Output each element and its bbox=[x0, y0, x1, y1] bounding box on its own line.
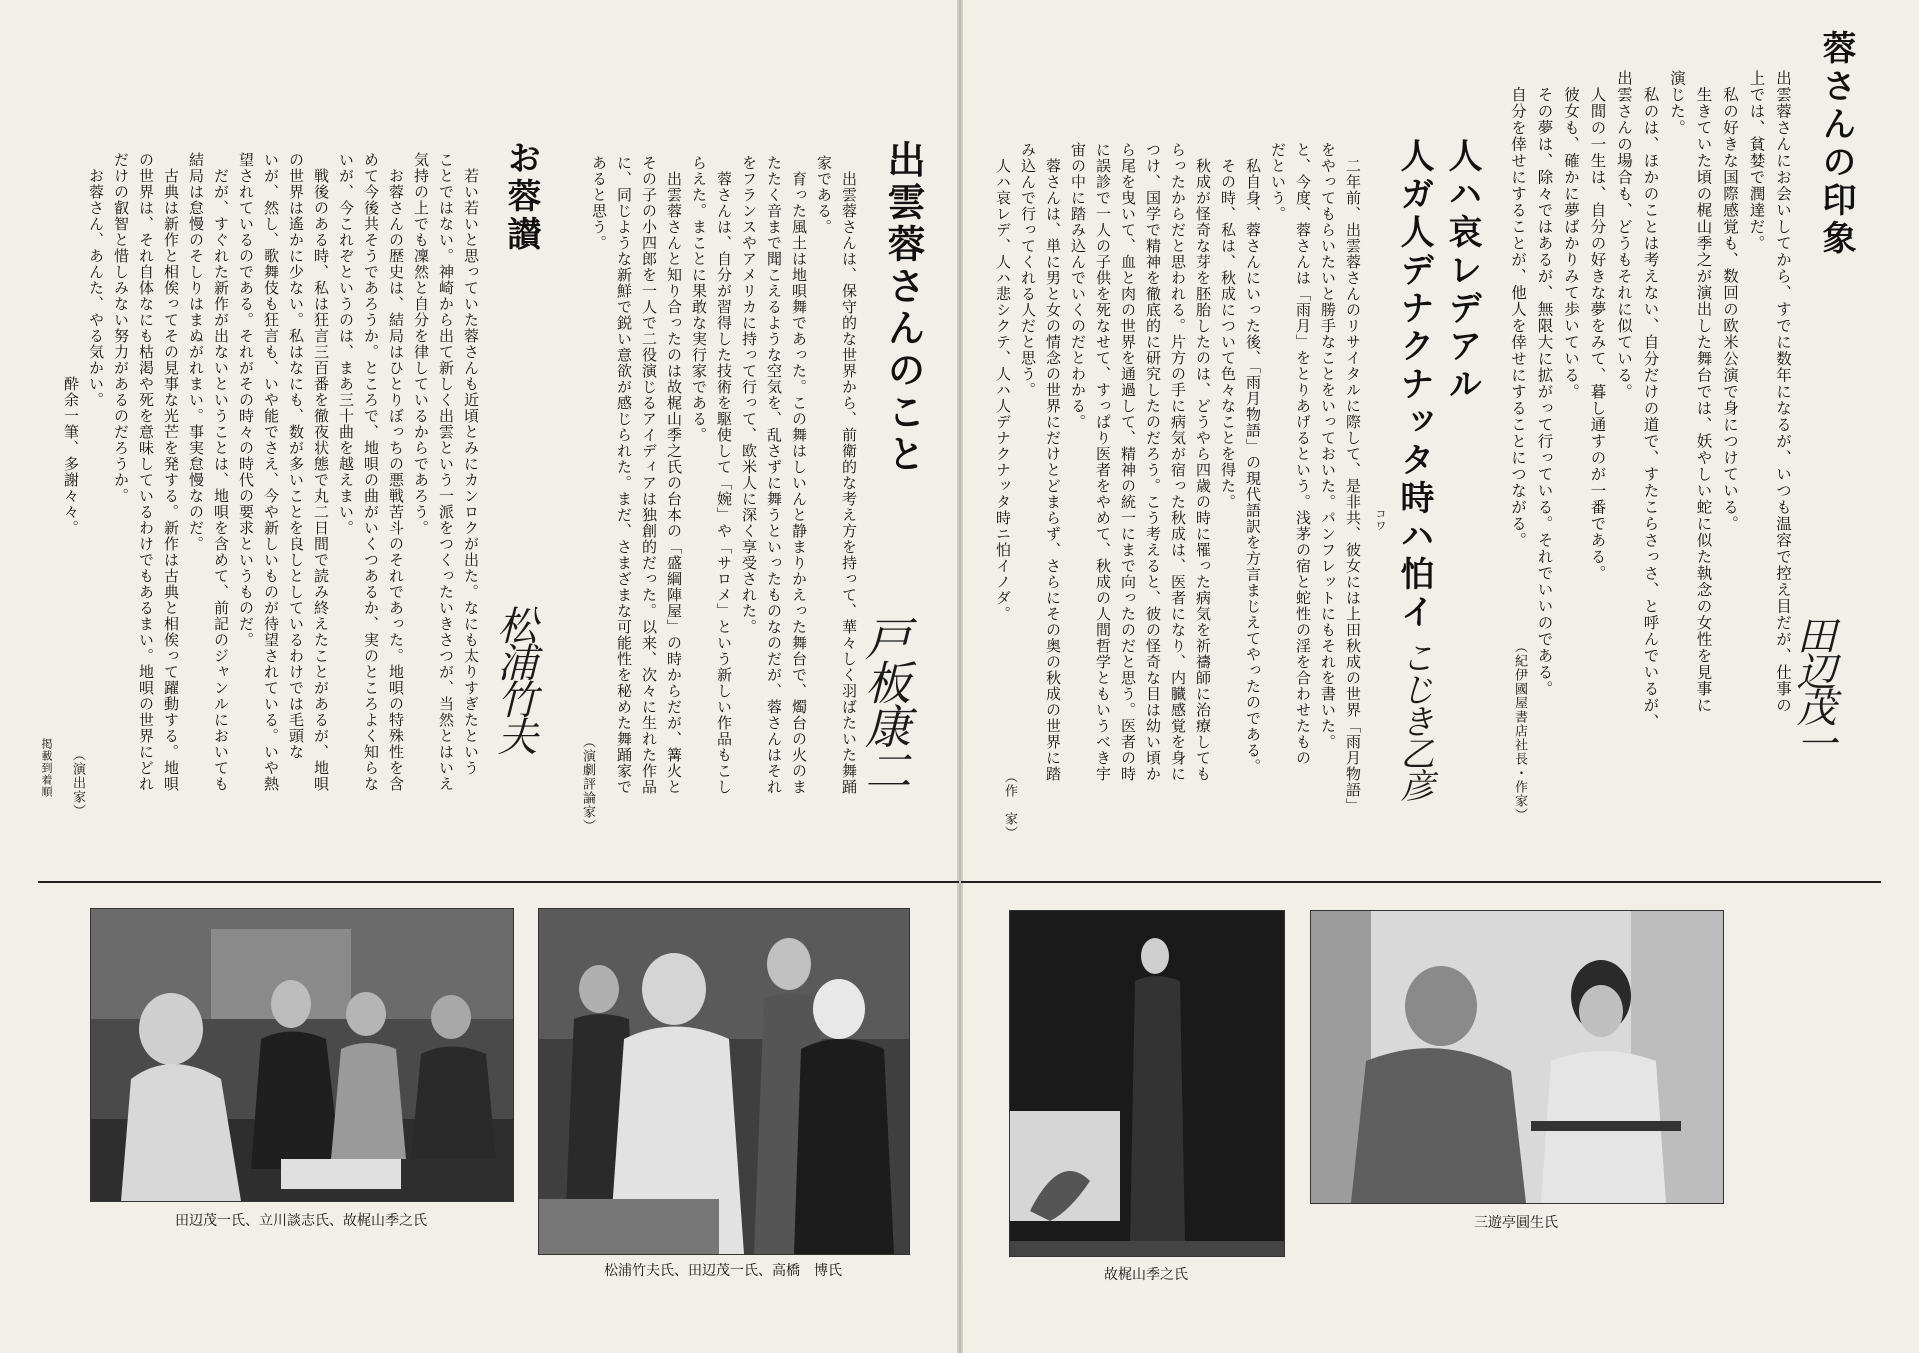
photo-matsuura-tanabe-takahashi bbox=[538, 908, 910, 1255]
horizontal-rule-right bbox=[961, 881, 1881, 883]
page-gutter bbox=[957, 0, 963, 1353]
caption-photo-4: 三遊亭圓生氏 bbox=[1474, 1215, 1558, 1231]
praise-title: お蓉讃 bbox=[501, 140, 541, 254]
horizontal-rule-left bbox=[38, 881, 959, 883]
photo-ensho bbox=[1310, 910, 1724, 1204]
fear-signature: こじき乙彦 bbox=[1394, 640, 1434, 800]
impression-title: 蓉さんの印象 bbox=[1816, 30, 1856, 258]
impression-attribution: （紀伊國屋書店社長・作家） bbox=[1512, 640, 1527, 822]
fear-title-ruby: コワ bbox=[1374, 508, 1387, 532]
photo-kajiyama bbox=[1009, 910, 1285, 1257]
fear-title-line1: 人ハ哀レデアル bbox=[1442, 138, 1482, 404]
praise-signature: 松浦竹夫 bbox=[491, 605, 537, 753]
praise-body: 若い若いと思っていた蓉さんも近頃とみにカンロクが出た。なにも太りすぎたという ことではない。神崎から出て新しく出雲という一派をつくったいきさつが、当然とはいえ 気持の上でも凜然と自分を律しているからであろう。 お蓉さんの歴史は、結局はひとりぼっちの悪戦苦斗のそれであった。地唄の特殊性を含 めて今後共そうであろうか。ところで、地唄の曲がいくつあるか、実のところよく知らな いが、今これぞというのは、まあ三十曲を越えまい。 戦後のある時、私は狂言三百番を徹夜状態で丸二日間で読み終えたことがあるが、地唄 の世界は遙かに少ない。私はなにも、数が多いことを良しとしているわけでは毛頭な いが、然し、歌舞伎も狂言も、いや能でさえ、今や新しいものが待望されている。いや熱 望されているのである。それがその時々の時代の要求というものだ。 だが、すぐれた新作が出ないということは、地唄を含めて、前記のジャンルにおいても 結局は怠慢のそしりはまぬがれまい。事実怠慢なのだ。 古典は新作と相俟ってその見事な光芒を発する。新作は古典と相俟って躍動する。地唄 の世界は、それ自体なにも枯渇や死を意味しているわけでもあるまい。地唄の世界にどれ だけの叡智と惜しみない努力があるのだろうか。 お蓉さん、あんた、やる気かい。 酔余一筆、多謝々々。 bbox=[62, 152, 480, 792]
photo-tanabe-tatekawa-kajiyama bbox=[90, 908, 514, 1202]
impression-signature: 田辺茂一 bbox=[1790, 615, 1836, 759]
fear-body: 二年前、出雲蓉さんのリサイタルに際して、是非共、彼女には上田秋成の世界「雨月物語」 をやってもらいたいと勝手なことをいっておいた。パンフレットにもそれを書いた。 と、今度、蓉さんは「雨月」をとりあげるという。浅茅の宿と蛇性の淫を合わせたもの だという。 私自身、蓉さんにいった後、「雨月物語」の現代語訳を方言まじえてやったのである。 その時、私は、秋成について色々なことを得た。 秋成が怪奇な芽を胚胎したのは、どうやら四歳の時に罹った病気を祈禱師に治療しても らったからだと思われる。片方の手に病気が宿った秋成は、医者になり、内臓感覚を身に つけ、国学で精神を徹底的に研究したのだろう。こう考えると、彼の怪奇な目は幼い頃か ら尾を曳いて、血と肉の世界を通過して、精神の統一にまで向ったのだと思う。医者の時 に誤診で一人の子供を死なせて、すっぱり医者をやめて、秋成の人間哲学ともいうべき宇 宙の中に踏み込んでいくのだとわかる。 蓉さんは、単に男と女の情念の世界にだけとどまらず、さらにその奥の秋成の世界に踏 み込んで行ってくれる人だと思う。 人ハ哀レデ、人ハ悲シクテ、人ハ人デナクナッタ時ニ怕イノダ。 bbox=[994, 142, 1362, 814]
caption-photo-1: 田辺茂一氏、立川談志氏、故梶山季之氏 bbox=[175, 1213, 427, 1229]
caption-photo-3: 故梶山季之氏 bbox=[1104, 1267, 1188, 1283]
fear-attribution: （作 家） bbox=[1002, 770, 1017, 840]
izumo-signature: 戸板康二 bbox=[858, 615, 912, 791]
impression-body: 出雲蓉さんにお会いしてから、すでに数年になるが、いつも温容で控え目だが、仕事の 上では、貧婪で潤達だ。 私の好きな国際感覚も、数回の欧米公演で身につけている。 生きていた頃の梶山季之が演出した舞台では、妖やしい蛇に似た執念の女性を見事に 演じた。 私のは、ほかのことは考えない、自分だけの道で、すたこらさっさ、と呼んでいるが、 出雲さんの場合も、どうもそれに似ている。 人間の一生は、自分の好きな夢をみて、暮し通すのが一番である。 彼女も、確かに夢ばかりみて歩いている。 その夢は、除々ではあるが、無限大に拡がって行っている。それでいいのである。 自分を倖せにすることが、他人を倖せにすることにつながる。 bbox=[1509, 70, 1792, 730]
izumo-attribution: （演劇評論家） bbox=[580, 735, 595, 833]
caption-photo-2: 松浦竹夫氏、田辺茂一氏、高橋 博氏 bbox=[604, 1263, 842, 1279]
praise-attribution: （演出家） bbox=[70, 748, 85, 818]
fear-title-line2: 人ガ人デナクナッタ時ハ怕イ bbox=[1394, 138, 1434, 632]
izumo-title: 出雲蓉さんのこと bbox=[881, 140, 926, 476]
izumo-body: 出雲蓉さんは、保守的な世界から、前衛的な考え方を持って、華々しく羽ばたいた舞踊 家である。 育った風土は地唄舞であった。この舞はしいんと静まりかえった舞台で、燭台の火のま たたく音まで聞こえるような空気を、乱さずに舞うといったものなのだが、蓉さんはそれ をフランスやアメリカに持って行って、欧米人に深く享受された。 蓉さんは、自分が習得した技術を駆使して「婉」や「サロメ」という新しい作品もこし らえた。まことに果敢な実行家である。 出雲蓉さんと知り合ったのは故梶山季之氏の台本の「盛綱陣屋」の時からだが、篝火と その子の小四郎を一人で二役演じるアイディアは独創的だった。以来、次々に生れた作品 に、同じような新鮮で鋭い意欲が感じられた。まだ、さまざまな可能性を秘めた舞踊家で あると思う。 bbox=[590, 155, 858, 795]
praise-order-note: 掲載到着順 bbox=[40, 738, 53, 798]
